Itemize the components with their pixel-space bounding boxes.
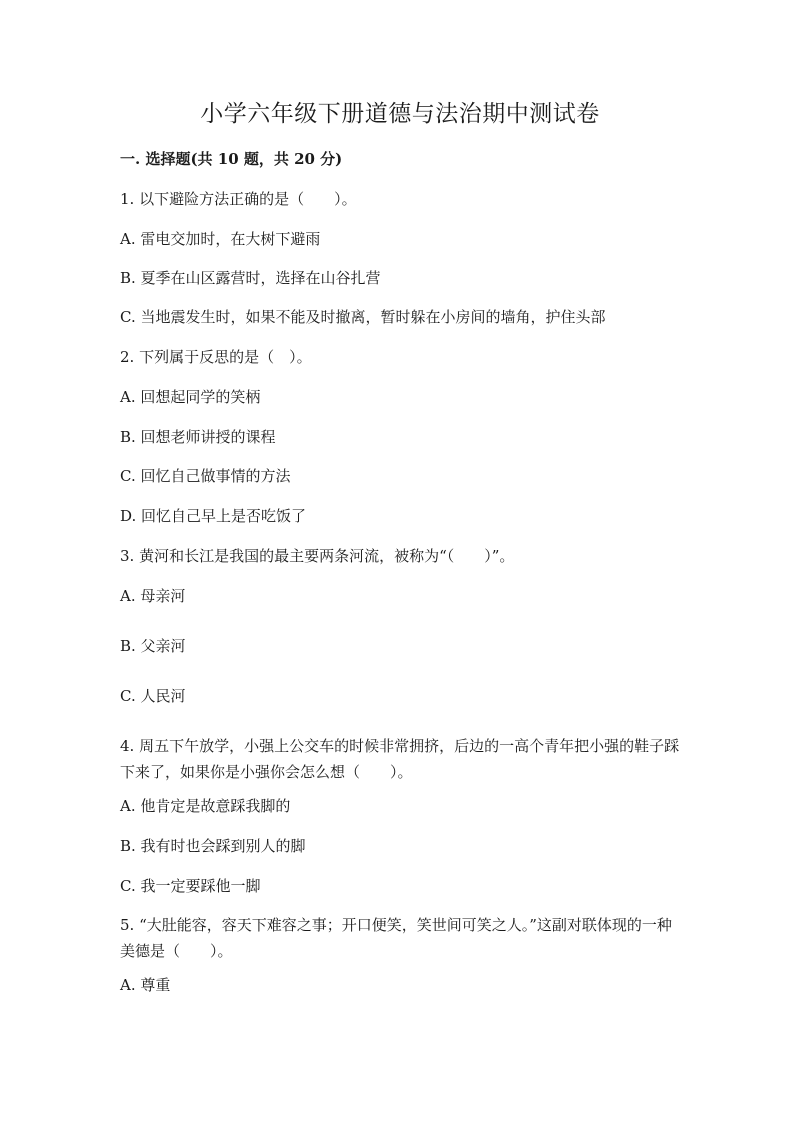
question-stem: 2. 下列属于反思的是（ ）。 xyxy=(120,348,312,366)
option-item: A. 他肯定是故意踩我脚的 xyxy=(120,797,291,815)
question-stem: 1. 以下避险方法正确的是（ ）。 xyxy=(120,190,357,208)
page-title: 小学六年级下册道德与法治期中测试卷 xyxy=(200,101,600,127)
option-item: B. 夏季在山区露营时，选择在山谷扎营 xyxy=(120,269,381,287)
option-item: C. 我一定要踩他一脚 xyxy=(120,877,261,895)
question-stem: 5. “大肚能容，容天下难容之事；开口便笑，笑世间可笑之人。”这副对联体现的一种美德是（ ）。 xyxy=(120,916,672,960)
option-item: C. 人民河 xyxy=(120,687,186,705)
question-stem: 3. 黄河和长江是我国的最主要两条河流，被称为“（ ）”。 xyxy=(120,547,515,565)
option-item: A. 回想起同学的笑柄 xyxy=(120,388,261,406)
section-heading: 一. 选择题(共 10 题，共 20 分) xyxy=(120,150,343,168)
option-item: B. 回想老师讲授的课程 xyxy=(120,428,276,446)
option-item: C. 当地震发生时，如果不能及时撤离，暂时躲在小房间的墙角，护住头部 xyxy=(120,308,606,326)
option-item: C. 回忆自己做事情的方法 xyxy=(120,467,291,485)
option-item: D. 回忆自己早上是否吃饭了 xyxy=(120,507,307,525)
option-item: A. 雷电交加时，在大树下避雨 xyxy=(120,230,321,248)
question-stem: 4. 周五下午放学，小强上公交车的时候非常拥挤，后边的一高个青年把小强的鞋子踩下来了，如果你是小强你会怎么想（ ）。 xyxy=(120,737,680,781)
option-item: B. 我有时也会踩到别人的脚 xyxy=(120,837,306,855)
option-item: A. 母亲河 xyxy=(120,587,186,605)
option-item: A. 尊重 xyxy=(120,976,171,994)
option-item: B. 父亲河 xyxy=(120,637,186,655)
